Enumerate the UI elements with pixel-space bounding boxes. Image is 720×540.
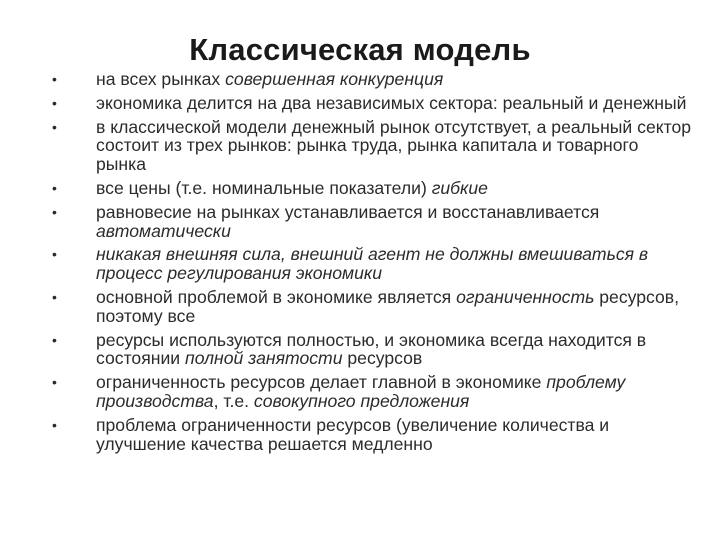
bullet-text: все цены (т.е. номинальные показатели)	[96, 177, 432, 198]
bullet-text: , т.е.	[213, 390, 254, 411]
bullet-text: ресурсов	[342, 348, 423, 369]
bullet-text: равновесие на рынках устанавливается и восстанавливается	[96, 201, 600, 222]
bullet-item	[52, 179, 692, 198]
bullet-text-italic: проблему производства	[96, 372, 626, 411]
bullet-text-italic: никакая внешняя сила, внешний агент не должны вмешиваться в процесс регулирования экономики	[96, 244, 649, 284]
slide-title: Классическая модель	[189, 32, 531, 67]
bullet-item	[52, 118, 692, 174]
bullet-text-italic: гибкие	[431, 177, 488, 198]
bullet-text: на всех рынках	[96, 69, 226, 89]
bullet-text: в классической модели денежный рынок отсутствует, а реальный сектор состоит из трех рынков: рынка труда, рынка капитала и товарного рынка	[96, 116, 692, 175]
bullet-text: ресурсов, поэтому все	[96, 286, 680, 326]
bullet-list	[52, 70, 692, 458]
bullet-marker: •	[52, 288, 57, 305]
bullet-item	[52, 70, 692, 89]
bullet-text: ограниченность ресурсов делает главной в экономике	[96, 372, 547, 393]
bullet-text-italic: совершенная конкуренция	[225, 69, 444, 89]
bullet-marker: •	[52, 203, 57, 220]
bullet-item	[52, 245, 692, 283]
bullet-marker: •	[52, 71, 57, 87]
bullet-marker: •	[52, 374, 57, 391]
bullet-marker: •	[52, 416, 57, 433]
bullet-text: ресурсы используются полностью, и экономика всегда находится в состоянии	[96, 329, 647, 369]
bullet-text: проблема ограниченности ресурсов (увеличение количества и улучшение качества решается медленно	[96, 414, 610, 454]
bullet-text-italic: совокупного предложения	[253, 390, 470, 411]
bullet-item	[52, 331, 692, 369]
bullet-marker: •	[52, 94, 57, 111]
bullet-marker: •	[52, 246, 57, 263]
bullet-text-italic: ограниченность	[456, 286, 595, 307]
bullet-marker: •	[52, 179, 57, 196]
bullet-text: экономика делится на два независимых сектора: реальный и денежный	[96, 92, 687, 113]
bullet-item	[52, 288, 692, 326]
bullet-item	[52, 203, 692, 241]
bullet-marker: •	[52, 118, 57, 135]
bullet-text: основной проблемой в экономике является	[96, 286, 457, 307]
bullet-item	[52, 416, 692, 454]
bullet-text-italic: автоматически	[96, 220, 231, 241]
bullet-marker: •	[52, 331, 57, 348]
bullet-text-italic: полной занятости	[185, 348, 343, 369]
bullet-item	[52, 373, 692, 411]
bullet-item	[52, 94, 692, 113]
